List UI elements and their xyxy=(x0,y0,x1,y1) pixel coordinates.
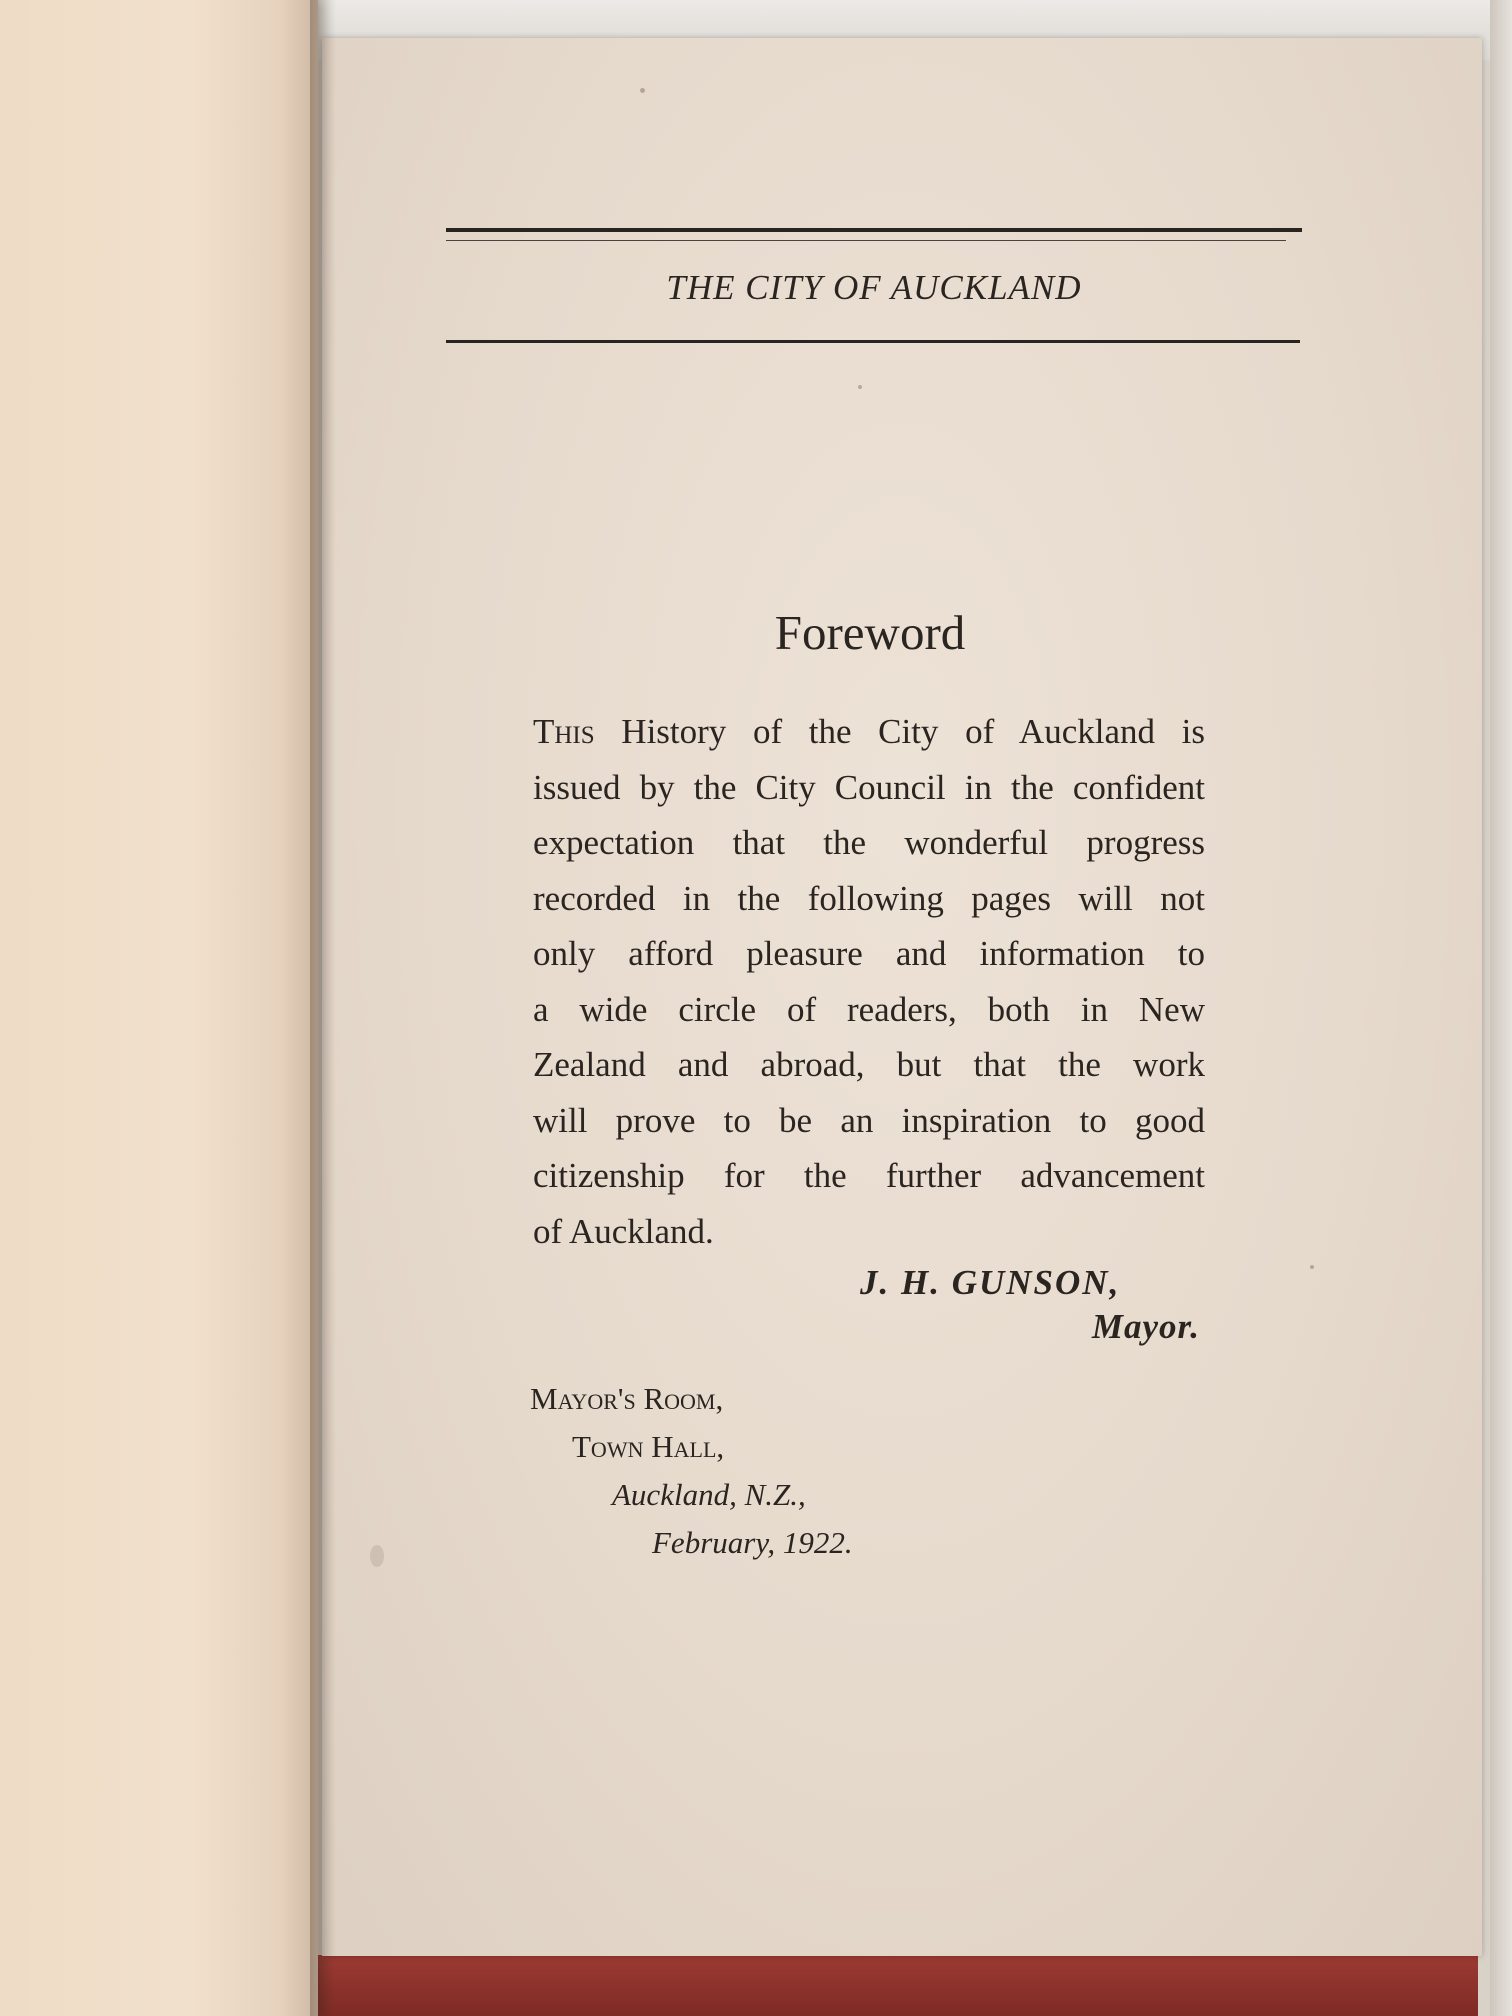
paper-speck xyxy=(858,385,862,389)
lead-word: This xyxy=(533,712,595,751)
body-line-8: will prove to be an inspiration to good xyxy=(533,1100,1205,1140)
header-rule-thin xyxy=(446,240,1286,241)
paper-speck xyxy=(1310,1265,1314,1269)
body-line-3: expectation that the wonderful progress xyxy=(533,823,1205,862)
header-rule-bottom xyxy=(446,340,1300,343)
signatory-title: Mayor. xyxy=(1091,1307,1200,1346)
body-line-10: of Auckland. xyxy=(533,1211,714,1251)
body-line-1: This History of the City of Auckland is xyxy=(533,712,1205,751)
body-line-4: recorded in the following pages will not xyxy=(533,878,1205,918)
signatory-name: J. H. GUNSON, xyxy=(860,1263,1121,1302)
paper-speck xyxy=(370,1545,384,1567)
body-line-7: Zealand and abroad, but that the work xyxy=(533,1045,1205,1084)
body-line-2: issued by the City Council in the confident xyxy=(533,767,1205,807)
address-line-4: February, 1922. xyxy=(652,1525,853,1560)
running-head: THE CITY OF AUCKLAND xyxy=(666,268,1082,307)
body-line-5: only afford pleasure and information to xyxy=(533,934,1205,973)
body-line-9: citizenship for the further advancement xyxy=(533,1156,1205,1195)
address-line-3: Auckland, N.Z., xyxy=(612,1477,806,1512)
paper-speck xyxy=(640,88,645,93)
header-rule-top xyxy=(446,228,1302,232)
body-line-6: a wide circle of readers, both in New xyxy=(533,989,1205,1029)
address-block xyxy=(530,1375,1050,1567)
address-line-1: Mayor's Room, xyxy=(530,1381,724,1416)
signature-block xyxy=(860,1263,1200,1347)
page-title: Foreword xyxy=(774,605,966,660)
address-line-2: Town Hall, xyxy=(572,1429,725,1464)
foreword-text xyxy=(533,704,1205,1259)
